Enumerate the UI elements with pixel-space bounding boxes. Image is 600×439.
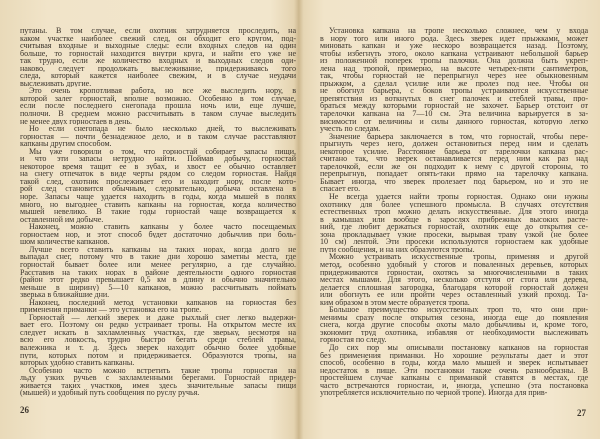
paragraph	[320, 27, 588, 133]
text-line: некоторое усилие. Расстояние барьера от тарелочки капкана рас-	[320, 147, 588, 156]
text-line: естественных троп можно делать искусственные. Для этого иногда	[320, 208, 588, 216]
text-line: в камышах или вообще в зарослях прибрежных высоких расте-	[320, 215, 588, 224]
text-line: делается сплошная загородка, благодаря которой горностай должен	[320, 283, 588, 292]
paragraph	[20, 314, 296, 367]
paragraph	[20, 299, 296, 314]
text-line: 10 см) лентой. Эти просеки используются горностаем как удобные	[320, 238, 588, 246]
page-number-right: 27	[577, 408, 586, 418]
text-line: Наконец, последний метод установки капканов на горностая без	[29, 298, 296, 307]
text-line: без применения приманки. Но хорошие результаты дает и этот	[320, 351, 588, 360]
text-line: больше, то горностай находится внутри круга, и найти его уже не	[20, 49, 296, 58]
text-line: шом количестве капканов.	[20, 238, 110, 246]
text-line: Особенно часто можно встретить такие тропы горностая на	[29, 366, 296, 375]
text-line: такой след, охотник прослеживает его и находит нору, после кото-	[20, 177, 296, 186]
paragraph	[20, 246, 296, 299]
text-line: (мышей) и удобный путь сообщения по руслу ручья.	[20, 389, 200, 397]
text-line: пути, которых потом и придерживается. Образуются тропы, на	[20, 351, 296, 360]
text-line: простейшем случае капканы с приманкой ставятся в местах, где	[320, 374, 588, 382]
text-line: метод, особенно удобный у стогов и поваленных деревьев, которых	[320, 260, 588, 269]
paragraph	[20, 27, 296, 87]
text-line: местах мышами. Для этого, несколько отступя от стога или дерева,	[320, 276, 588, 284]
text-line: До сих пор мы описывали постановку капканов на горностая	[329, 343, 588, 352]
text-line: так трудно, если же количество входных и выходных следов оди-	[20, 57, 296, 65]
text-line: вает его. Поэтому он редко устраивает тропы. На открытом месте их	[20, 321, 296, 329]
text-line: тарелочкой, если же он подходит к нему с другой стороны, то	[320, 162, 588, 171]
text-line: всю его ловкость, трудно быстро бегать среди стеблей травы,	[20, 336, 296, 344]
text-line: тарелочки капкана на 7—10 см. Эта величина варьируется в за-	[320, 110, 588, 118]
text-line: менимы сразу после открытия сезона, иногда еще до появления	[320, 313, 588, 322]
text-line: недостаток в пище. Эти постановки также очень разнообразны. В	[320, 366, 588, 375]
text-line: Но если снегопада не было несколько дней, то выслеживать	[29, 125, 296, 133]
text-line: которых удобно ставить капканы.	[20, 359, 135, 367]
text-line: и что эти запасы нетрудно найти. Поймав добычу, горностай	[20, 155, 296, 163]
text-line: выслеживать другие.	[20, 79, 92, 88]
paragraph	[20, 87, 296, 125]
text-line: браться между которыми горностай не захочет. Барьер отстоит от	[320, 102, 588, 111]
text-line: которой залег горностай, вполне возможно. Особенно в том случае,	[20, 94, 296, 103]
text-line: горностая — почти безнадежное дело, и в таком случае расставляют	[20, 132, 296, 141]
text-line: горностаем нор, и этот способ будет достаточно добычлив при боль-	[20, 230, 296, 239]
text-line: Не всегда удается найти тропы горностая. Однако они нужны	[329, 193, 588, 201]
text-line: спасает его.	[320, 185, 361, 194]
text-line: рой след становится обычным, следовательно, добыча оставлена в	[20, 185, 296, 194]
text-line: не менее двух горностаев в день.	[20, 117, 133, 126]
text-line: экономит труд охотника, избавляя от необходимости выслеживать	[320, 328, 588, 337]
text-line: из положенной поперек тропы палочки. Она должна быть укреп-	[320, 57, 588, 65]
text-line: употребляется исключительно по черной тропе). Иногда для прив-	[320, 389, 548, 397]
text-line: Расставив на таких норах в районе деятельности одного горностая	[20, 268, 296, 277]
text-line: так, чтобы горностай не перепрыгнул через нее обыкновенным	[320, 72, 588, 80]
text-line: следует искать в захламленных участках, где зверьку, несмотря на	[20, 328, 296, 337]
text-line: путаны. В том случае, если охотник затрудняется проследить, на	[20, 27, 296, 35]
paragraph	[20, 148, 296, 223]
text-line: перепрыгнув, попадает опять-таки прямо на тарелочку капкана.	[320, 170, 588, 178]
text-line: мышей невелико. В такие годы горностай чаще возвращается к	[20, 208, 296, 216]
paragraph	[20, 125, 296, 148]
text-line: применения приманки — это установка его на тропе.	[20, 306, 202, 314]
text-line: считывая входные и выходные следы: если входных следов на один	[20, 42, 296, 50]
text-line: живается таких участков, имея здесь значительные запасы пищи	[20, 381, 296, 390]
text-line: (район этот редко превышает 0,5 км в длину и обычно значительно	[20, 276, 296, 284]
text-line: считано так, что зверек останавливается перед ним как раз над	[320, 155, 588, 163]
text-line: Бывает иногда, что зверек пролезает под барьером, но и это не	[320, 177, 588, 186]
text-line: горностай бывает более или менее регулярно, а где случайно.	[20, 260, 296, 269]
text-line: прыгнуть через него, должен остановиться перед ним и сделать	[320, 140, 588, 148]
right-page-text	[320, 27, 588, 397]
paragraph	[320, 306, 588, 344]
text-line: ким образом в этом месте образуется тропа.	[320, 298, 470, 307]
text-line: ний, где любит держаться горностай, охотник еще до открытия се-	[320, 223, 588, 231]
text-line: придерживаются горностаи, охотясь за многочисленными в таких	[320, 268, 588, 277]
text-line: Горностай — легкий зверек и даже рыхлый снег легко выдержи-	[29, 313, 296, 322]
text-line: Наконец, можно ставить капканы у более часто посещаемых	[29, 223, 296, 231]
text-line: Значение барьера заключается в том, что горностай, чтобы пере-	[329, 132, 588, 141]
text-line: много, но выгоднее ставить капканы на горностая, когда количество	[20, 200, 296, 209]
paragraph	[320, 253, 588, 306]
text-line: если после последнего снегопада прошла ночь или, еще лучше,	[20, 102, 296, 111]
text-line: препятствия из воткнутых в снег палочек и стеблей травы, про-	[320, 94, 588, 103]
text-line: или обогнуть ее или пройти через оставленный узкий проход. Та-	[320, 291, 588, 299]
text-line: Это очень кропотливая работа, но все же выследить нору, в	[29, 87, 296, 95]
text-line: норе. Запасы чаще удается находить в годы, когда мышей в полях	[20, 193, 296, 201]
text-line: полночи. В среднем можно рассчитывать в таком случае выследить	[20, 110, 296, 118]
text-line: охотнику для более успешного промысла. В случаях отсутствия	[320, 200, 588, 209]
text-line: часто встречаются горностаи, и, иногда, успешно (эта постановка	[320, 381, 588, 390]
text-line: следа, который кажется наиболее свежим, и в случае неудачи	[20, 72, 296, 80]
text-line: валежника и т. д. Здесь зверек находит обычно более удобные	[20, 343, 296, 352]
paragraph	[320, 133, 588, 193]
text-line: прыжком, а сделал усилие или же пролез под нее. Чтобы он	[320, 79, 588, 88]
text-line: в нору того или иного рода. Здесь зверек идет прыжками, может	[320, 34, 588, 43]
text-line: наково, следует продолжать выслеживание, придерживаясь того	[20, 64, 296, 73]
text-line: оставленной им добыче.	[20, 215, 104, 224]
left-page-text	[20, 27, 296, 397]
text-line: пути сообщения, и на них образуются тропы.	[320, 245, 475, 254]
text-line: льду узких ручьев с захламленными берегами. Горностай придер-	[20, 374, 296, 382]
paragraph	[20, 367, 296, 397]
text-line: висимости от величины и силы данного горностая, которую легко	[320, 117, 588, 126]
text-line: зверька в ближайшие дни.	[20, 291, 110, 299]
text-line: миновать капкан и уже нескоро возвращается назад. Поэтому,	[320, 42, 588, 50]
paragraph	[320, 193, 588, 253]
text-line: способ, особенно в годы, когда мало мышей и зверек испытывает	[320, 359, 588, 367]
text-line: учесть по следам.	[320, 125, 381, 133]
paragraph	[20, 223, 296, 246]
text-line: Установка капкана на тропе несколько сложнее, чем у входа	[329, 27, 588, 35]
text-line: Можно устраивать искусственные тропы, применяя и другой	[329, 253, 588, 261]
text-line: Мы уже говорили о том, что горностай собирает запасы пищи,	[29, 147, 296, 156]
text-line: зона прокладывает узкие просеки, вырывая траву узкой (не более	[320, 230, 588, 239]
text-line: некоторое время тащит ее в зубах, и хвост ее обычно оставляет	[20, 162, 296, 171]
page-number-left: 26	[20, 405, 29, 415]
text-line: капканы другим способом.	[20, 140, 112, 148]
text-line: Лучше всего ставить капканы на таких норах, когда долго не	[29, 245, 296, 254]
text-line: не обогнул барьера, с боков тропы устраиваются искусственные	[320, 87, 588, 95]
text-line: меньше в ширину) 5—10 капканов, можно рассчитывать поймать	[20, 283, 296, 292]
paragraph	[320, 344, 588, 397]
text-line: Большое преимущество искусственных троп то, что они при-	[329, 306, 588, 314]
text-line: чтобы избегнуть этого, около капкана устраивают небольшой барьер	[320, 49, 588, 58]
text-line: лена над тропой, примерно, на высоте четырех-пяти сантиметров,	[320, 64, 588, 73]
text-line: каком участке наиболее свежий след, он обходит его кругом, под-	[20, 34, 296, 43]
text-line: выпадал снег, потому что в такие дни хорошо заметны места, где	[20, 253, 296, 261]
text-line: горностая по следу.	[320, 336, 387, 344]
text-line: снега, когда другие способы охоты мало добычливы и, кроме того,	[320, 321, 588, 329]
text-line: на снегу отпечаток в виде черты рядом со следом горностая. Найдя	[20, 170, 296, 178]
